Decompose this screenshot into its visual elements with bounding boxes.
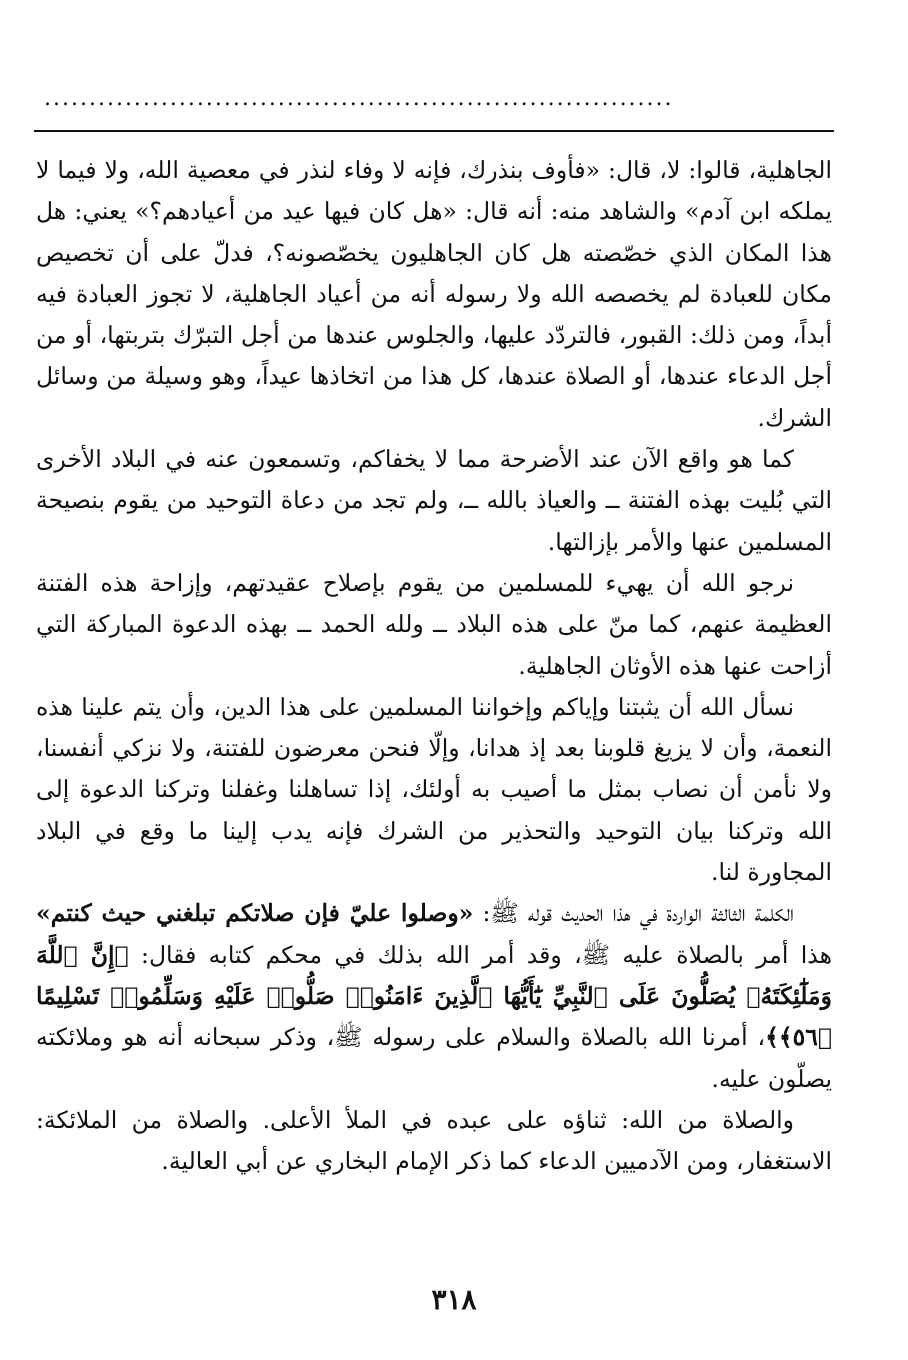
header-rule bbox=[34, 130, 834, 132]
paragraph-5 bbox=[36, 893, 832, 1099]
paragraph-4: نسأل الله أن يثبتنا وإياكم وإخواننا المسلمين على هذا الدين، وأن يتم علينا هذه النعمة، وأن لا يزيغ قلوبنا بعد إذ هدانا، وإلّا فنحن معرضون للفتنة، ولا نزكي أنفسنا، ولا نأمن أن نصاب بمثل ما أصيب به أولئك، إذا تساهلنا وغفلنا وتركنا الدعوة إلى الله وتركنا بيان التوحيد والتحذير من الشرك فإنه يدب إلينا ما وقع في البلاد المجاورة لنا. bbox=[36, 692, 832, 887]
quran-verse: ﴿إِنَّ ٱللَّهَ وَمَلَٰٓئِكَتَهُۥ يُصَلُّونَ عَلَى ٱلنَّبِيِّ يَٰٓأَيُّهَا ٱلَّذِينَ ءَامَنُوا۟ صَلُّوا۟ عَلَيْهِ وَسَلِّمُوا۟ تَسْلِيمًا ﴿٥٦﴾﴾ bbox=[36, 940, 832, 1052]
page-number: ٣١٨ bbox=[431, 1283, 477, 1316]
paragraph-5-intro: الكلمة الثالثة الواردة في هذا الحديث قوله ﷺ: bbox=[473, 899, 794, 928]
hadith-quote: «وصلوا عليّ فإن صلاتكم تبلغني حيث كنتم» bbox=[36, 899, 474, 928]
paragraph-2: كما هو واقع الآن عند الأضرحة مما لا يخفاكم، وتسمعون عنه في البلاد الأخرى التي بُليت بهذه الفتنة ــ والعياذ بالله ــ، ولم تجد من دعاة التوحيد من يقوم بنصيحة المسلمين عنها والأمر بإزالتها. bbox=[36, 445, 832, 556]
paragraph-1: الجاهلية، قالوا: لا، قال: «فأوف بنذرك، فإنه لا وفاء لنذر في معصية الله، ولا فيما لا يملكه ابن آدم» والشاهد منه: أنه قال: «هل كان فيها عيد من أعيادهم؟» يعني: هل هذا المكان الذي خصّصته هل كان الجاهليون يخصّصونه؟، فدلّ على أن تخصيص مكان للعبادة لم يخصصه الله ولا رسوله أنه من أعياد الجاهلية، لا تجوز العبادة فيه أبداً، ومن ذلك: القبور، فالتردّد عليها، والجلوس عندها من أجل التبرّك بتربتها، أو من أجل الدعاء عندها، أو الصلاة عندها، كل هذا من اتخاذها عيداً، وهو وسيلة من وسائل الشرك. bbox=[36, 156, 832, 432]
paragraph-3: نرجو الله أن يهيء للمسلمين من يقوم بإصلاح عقيدتهم، وإزاحة هذه الفتنة العظيمة عنهم، كما منّ على هذه البلاد ــ ولله الحمد ــ بهذه الدعوة المباركة التي أزاحت عنها هذه الأوثان الجاهلية. bbox=[36, 568, 832, 680]
paragraph-5-middle: هذا أمر بالصلاة عليه ﷺ، وقد أمر الله بذلك في محكم كتابه فقال: bbox=[128, 940, 832, 969]
header-dotted-line: ...................................................................... bbox=[44, 86, 674, 111]
paragraph-5-end: ، أمرنا الله بالصلاة والسلام على رسوله ﷺ، وذكر سبحانه أنه هو وملائكته يصلّون عليه. bbox=[36, 1023, 832, 1093]
page-body bbox=[36, 150, 832, 1265]
paragraph-6: والصلاة من الله: ثناؤه على عبده في الملأ الأعلى. والصلاة من الملائكة: الاستغفار، ومن الآدميين الدعاء كما ذكر الإمام البخاري عن أبي العالية. bbox=[36, 1105, 832, 1176]
